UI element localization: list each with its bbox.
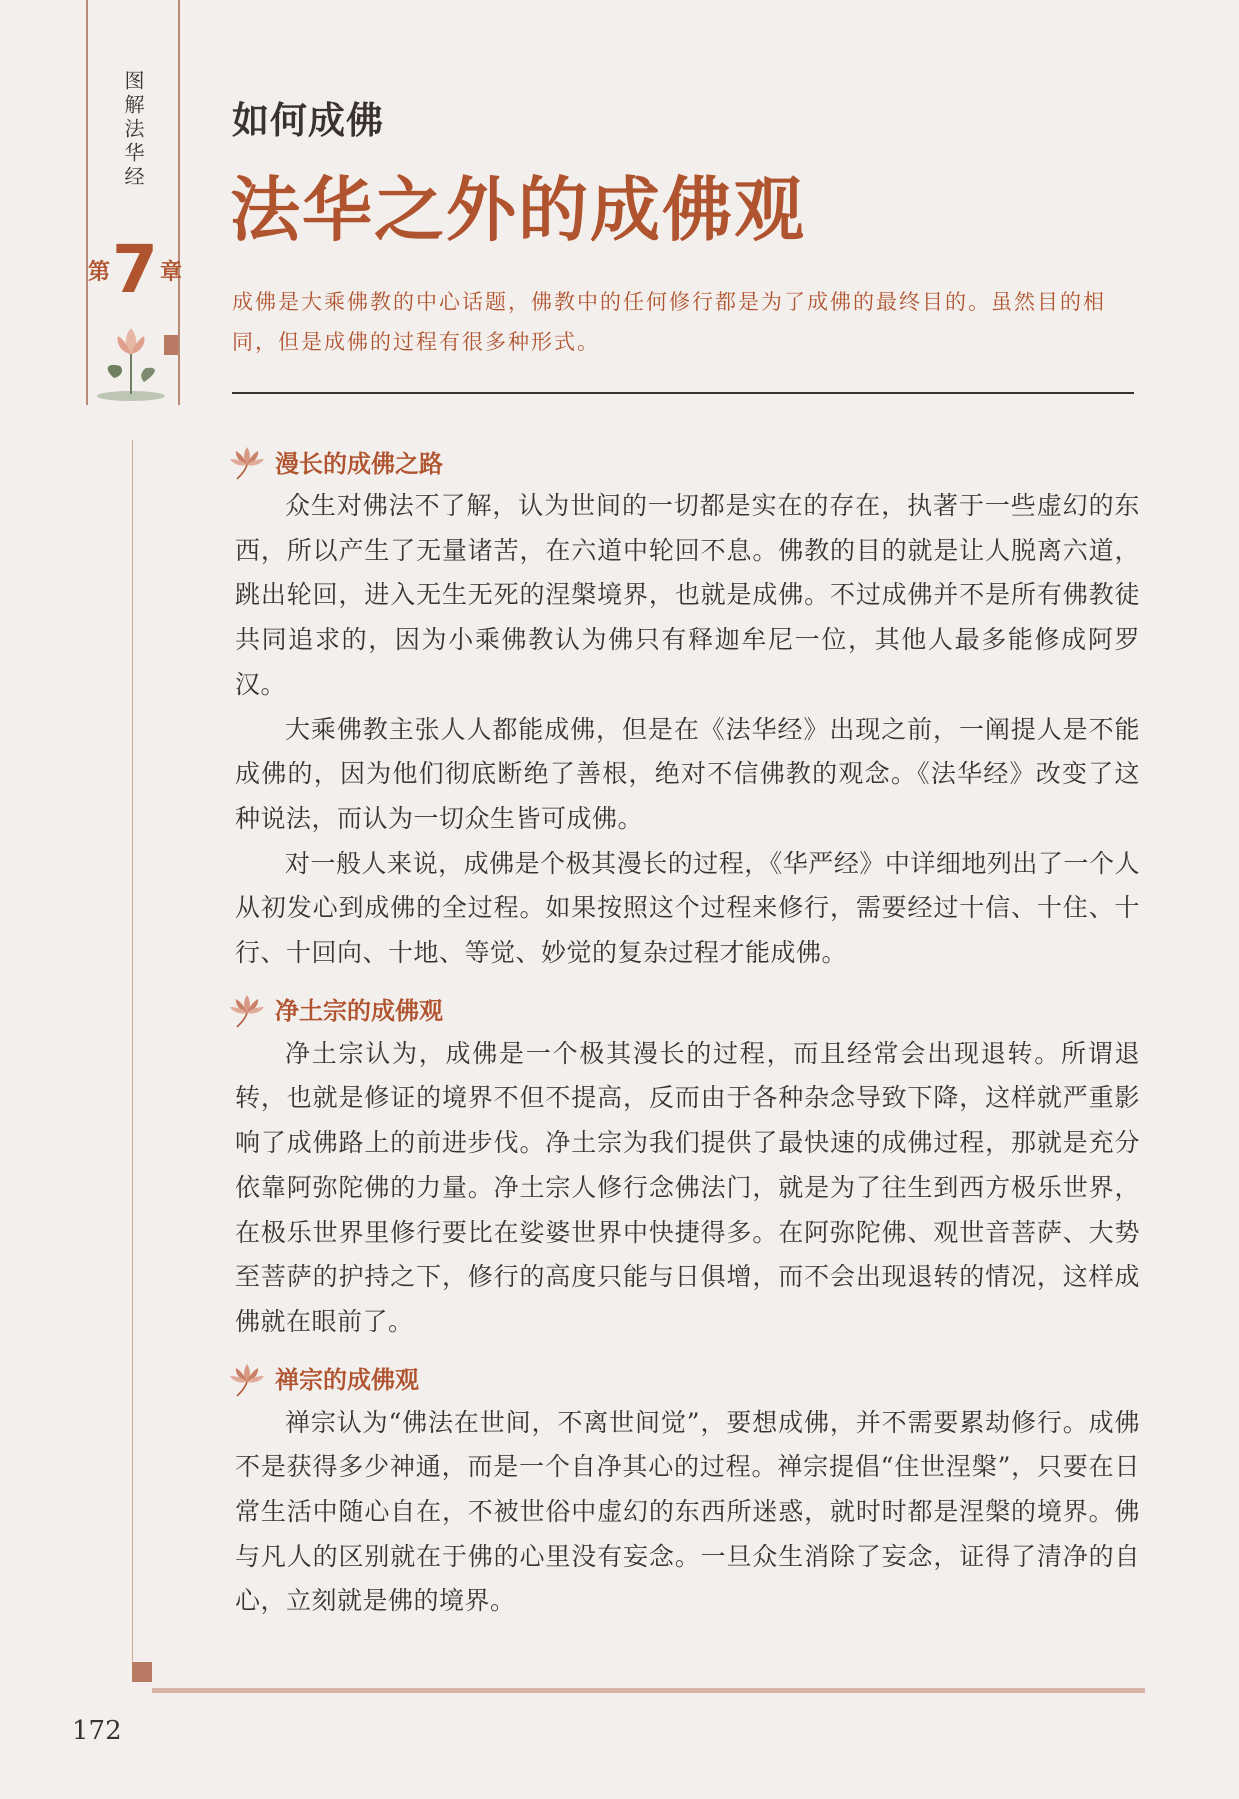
lotus-flower-icon: [227, 1358, 267, 1398]
paragraph: 净土宗认为，成佛是一个极其漫长的过程，而且经常会出现退转。所谓退转，也就是修证的境界不但不提高，反而由于各种杂念导致下降，这样就严重影响了成佛路上的前进步伐。净土宗为我们提供了最快速的成佛过程，那就是充分依靠阿弥陀佛的力量。净土宗人修行念佛法门，就是为了往生到西方极乐世界，在极乐世界里修行要比在娑婆世界中快捷得多。在阿弥陀佛、观世音菩萨、大势至菩萨的护持之下，修行的高度只能与日俱增，而不会出现退转的情况，这样成佛就在眼前了。: [235, 1038, 1140, 1336]
chapter-number: 7: [112, 231, 158, 308]
header-divider: [232, 392, 1134, 394]
lotus-flower-icon: [227, 989, 267, 1029]
margin-line: [132, 440, 133, 1665]
paragraph: 众生对佛法不了解，认为世间的一切都是实在的存在，执著于一些虚幻的东西，所以产生了无量诸苦，在六道中轮回不息。佛教的目的就是让人脱离六道，跳出轮回，进入无生无死的涅槃境界，也就是成佛。不过成佛并不是所有佛教徒共同追求的，因为小乘佛教认为佛只有释迦牟尼一位，其他人最多能修成阿罗汉。: [235, 491, 1140, 699]
footer-divider: [152, 1688, 1145, 1693]
series-title: 图解法华经: [121, 70, 145, 190]
section-heading: [227, 1355, 1140, 1401]
paragraph: 对一般人来说，成佛是个极其漫长的过程，《华严经》中详细地列出了一个人从初发心到成佛的全过程。如果按照这个过程来修行，需要经过十信、十住、十行、十回向、十地、等觉、妙觉的复杂过程才能成佛。: [235, 848, 1140, 968]
tab-marker: [164, 335, 178, 355]
section-heading: [227, 438, 1140, 484]
chapter-suffix: 章: [159, 259, 182, 285]
intro-text: 成佛是大乘佛教的中心话题，佛教中的任何修行都是为了成佛的最终目的。虽然目的相同，但是成佛的过程有很多种形式。: [232, 290, 1106, 354]
chapter-prefix: 第: [88, 259, 111, 285]
paragraph: 大乘佛教主张人人都能成佛，但是在《法华经》出现之前，一阐提人是不能成佛的，因为他们彻底断绝了善根，绝对不信佛教的观念。《法华经》改变了这种说法，而认为一切众生皆可成佛。: [235, 714, 1140, 833]
footer-square-marker: [132, 1662, 152, 1682]
lotus-flower-icon: [227, 441, 267, 481]
paragraph: 禅宗认为“佛法在世间，不离世间觉”，要想成佛，并不需要累劫修行。成佛不是获得多少神通，而是一个自净其心的过程。禅宗提倡“住世涅槃”，只要在日常生活中随心自在，不被世俗中虚幻的东西所迷惑，就时时都是涅槃的境界。佛与凡人的区别就在于佛的心里没有妄念。一旦众生消除了妄念，证得了清净的自心，立刻就是佛的境界。: [235, 1407, 1140, 1616]
section-heading-text: 净土宗的成佛观: [275, 997, 443, 1026]
section-heading-text: 禅宗的成佛观: [275, 1366, 419, 1395]
chapter-label: [88, 232, 182, 308]
section-heading: [227, 986, 1140, 1032]
lotus-pond-icon: [94, 318, 168, 402]
page-number: 172: [72, 1716, 122, 1746]
section-heading-text: 漫长的成佛之路: [275, 449, 443, 478]
page-title: 法华之外的成佛观: [230, 169, 806, 251]
article-body: [235, 438, 1140, 1624]
section-kicker: 如何成佛: [232, 98, 384, 142]
